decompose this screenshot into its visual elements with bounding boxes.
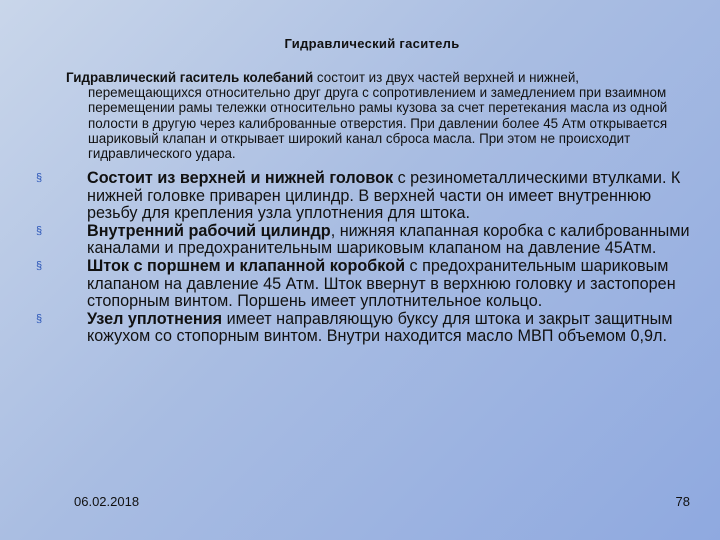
bullet-bold: Шток с поршнем и клапанной коробкой	[87, 256, 406, 275]
bullet-text: имеет направляющую буксу для штока и закрыт защитным кожухом со стопорным винтом. Внутри находится масло МВП объемом 0,9л.	[87, 309, 673, 346]
page-number: 78	[675, 494, 690, 509]
bullet-item	[36, 311, 706, 346]
footer-date: 06.02.2018	[74, 494, 140, 509]
bullet-marker-icon: §	[36, 259, 43, 272]
bullet-list	[36, 170, 706, 346]
bullet-bold: Узел уплотнения	[87, 309, 223, 328]
bullet-item	[36, 223, 706, 258]
bullet-marker-icon: §	[36, 312, 43, 325]
bullet-marker-icon: §	[36, 172, 43, 184]
intro-lead-rest: состоит из двух частей верхней и нижней,	[313, 70, 580, 85]
intro-paragraph	[66, 70, 696, 161]
bullet-text: , нижняя клапанная коробка с калиброванными каналами и предохранительным шариковым клапаном на давление 45Атм.	[87, 221, 690, 258]
bullet-text: с резинометаллическими втулками. К нижней головке приварен цилиндр. В верхней части он имеет внутреннюю резьбу для крепления узла уплотнения для штока.	[87, 169, 681, 223]
bullet-marker-icon: §	[36, 224, 43, 237]
intro-lead-bold: Гидравлический гаситель колебаний	[66, 70, 314, 85]
bullet-bold: Внутренний рабочий цилиндр	[87, 221, 331, 240]
bullet-text: с предохранительным шариковым клапаном на давление 45 Атм. Шток ввернут в верхнюю головку и застопорен стопорным винтом. Поршень имеет уплотнительное кольцо.	[87, 256, 676, 311]
slide-title: Гидравлический гаситель	[284, 36, 460, 51]
bullet-bold: Состоит из верхней и нижней головок	[87, 169, 394, 187]
bullet-item	[36, 170, 706, 223]
bullet-item	[36, 258, 706, 311]
intro-continuation: перемещающихся относительно друг друга с сопротивлением и замедлением при взаимном перемещении рамы тележки относительно рамы кузова за счет перетекания масла из одной полости в другую через калиброванные отверстия. При давлении более 45 Атм открывается шариковый клапан и открывает широкий канал сброса масла. При этом не происходит гидравлического удара.	[88, 85, 668, 162]
